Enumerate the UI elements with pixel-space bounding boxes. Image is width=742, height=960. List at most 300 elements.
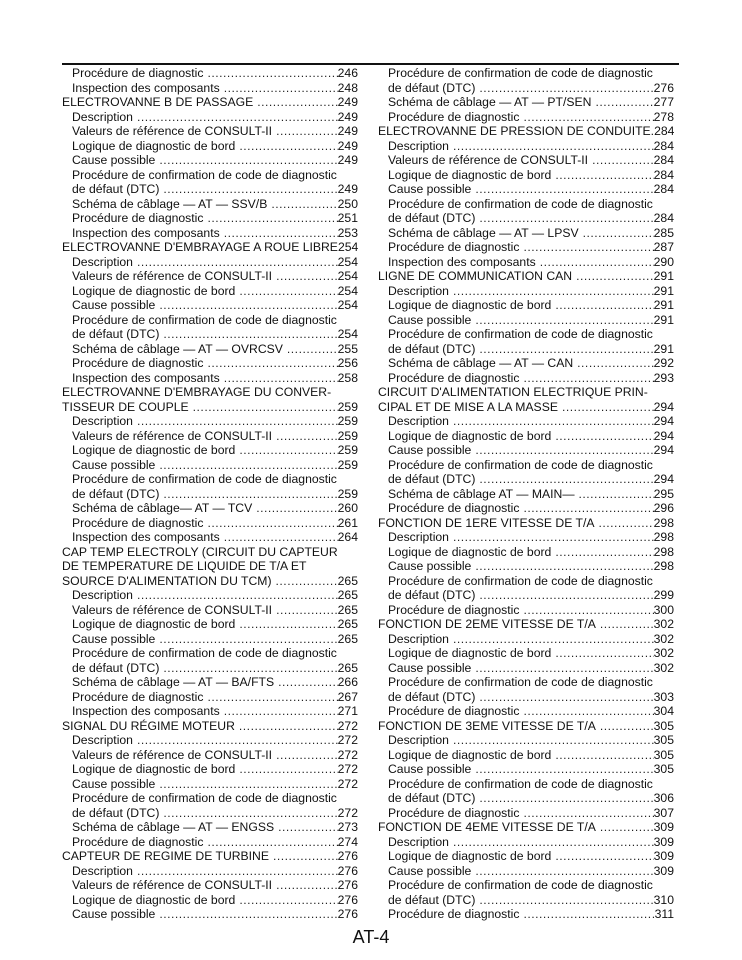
toc-column-left bbox=[62, 66, 358, 922]
toc-page-number: 254 bbox=[337, 240, 358, 254]
dot-leader bbox=[479, 81, 653, 96]
dot-leader bbox=[555, 298, 653, 313]
dot-leader bbox=[600, 820, 654, 835]
toc-subentry bbox=[62, 342, 358, 357]
toc-subentry bbox=[62, 632, 358, 647]
toc-subentry bbox=[378, 414, 674, 429]
toc-page-number: 305 bbox=[653, 762, 674, 776]
toc-subentry bbox=[62, 704, 358, 719]
toc-subentry bbox=[62, 472, 358, 487]
toc-entry-title: Valeurs de référence de CONSULT-II bbox=[72, 602, 273, 617]
toc-subentry bbox=[62, 501, 358, 516]
toc-entry-title: de défaut (DTC) bbox=[72, 182, 160, 196]
toc-subentry bbox=[62, 835, 358, 850]
toc-page-number: 305 bbox=[653, 733, 674, 747]
toc-page-number: 265 bbox=[337, 602, 358, 617]
toc-entry-title: Procédure de diagnostic bbox=[72, 834, 204, 849]
toc-page-number: 302 bbox=[653, 660, 674, 675]
dot-leader bbox=[207, 211, 337, 226]
dot-leader bbox=[579, 487, 654, 502]
dot-leader bbox=[453, 835, 654, 850]
toc-entry-title: Procédure de diagnostic bbox=[72, 211, 204, 225]
toc-subentry bbox=[62, 226, 358, 241]
toc-entry-title: Procédure de diagnostic bbox=[388, 907, 520, 921]
toc-subentry bbox=[378, 748, 674, 763]
toc-subentry bbox=[378, 646, 674, 661]
toc-entry-title: Inspection des composants bbox=[72, 530, 220, 544]
dot-leader bbox=[163, 661, 337, 676]
toc-entry-title: Procédure de diagnostic bbox=[388, 501, 520, 515]
dot-leader bbox=[523, 240, 653, 255]
toc-entry-title: Procédure de confirmation de code de diagnostic bbox=[388, 878, 653, 892]
toc-entry-title: FONCTION DE 4EME VITESSE DE T/A bbox=[378, 820, 596, 834]
dot-leader bbox=[207, 356, 337, 371]
dot-leader bbox=[163, 487, 337, 502]
toc-entry-title: ELECTROVANNE D'EMBRAYAGE DU CONVER- bbox=[62, 385, 332, 399]
toc-section-heading bbox=[62, 719, 358, 734]
toc-subentry bbox=[378, 690, 674, 705]
toc-subentry bbox=[62, 487, 358, 502]
toc-subentry bbox=[62, 211, 358, 226]
dot-leader bbox=[276, 269, 338, 284]
toc-entry-title: ELECTROVANNE DE PRESSION DE CONDUITE. bbox=[378, 124, 655, 138]
toc-page-number: 261 bbox=[337, 515, 358, 530]
toc-entry-title: Cause possible bbox=[388, 762, 472, 776]
dot-leader bbox=[239, 139, 337, 154]
toc-section-heading bbox=[378, 820, 674, 835]
toc-page-number: 249 bbox=[337, 95, 358, 109]
toc-page-number: 272 bbox=[337, 762, 358, 776]
toc-page-number: 259 bbox=[337, 486, 358, 501]
toc-section-heading bbox=[62, 849, 358, 864]
toc-subentry bbox=[62, 443, 358, 458]
toc-page-number: 294 bbox=[653, 472, 674, 486]
toc-entry-title: Description bbox=[388, 631, 449, 646]
toc-subentry bbox=[378, 443, 674, 458]
dot-leader bbox=[137, 864, 338, 879]
toc-page-number: 254 bbox=[337, 298, 358, 312]
toc-page-number: 302 bbox=[653, 646, 674, 660]
toc-page-number: 276 bbox=[337, 907, 358, 921]
toc-entry-title: Logique de diagnostic de bord bbox=[388, 747, 552, 762]
toc-page-number: 249 bbox=[337, 182, 358, 196]
toc-entry-title: SIGNAL DU RÉGIME MOTEUR bbox=[62, 718, 235, 733]
dot-leader bbox=[600, 719, 654, 734]
toc-page-number: 303 bbox=[653, 689, 674, 704]
dot-leader bbox=[278, 820, 338, 835]
toc-entry-title: Procédure de diagnostic bbox=[72, 356, 204, 370]
toc-page-number: 299 bbox=[653, 588, 674, 602]
dot-leader bbox=[583, 226, 654, 241]
toc-entry-title: Procédure de diagnostic bbox=[72, 689, 204, 704]
toc-entry-title: Cause possible bbox=[72, 298, 156, 312]
dot-leader bbox=[475, 313, 653, 328]
dot-leader bbox=[137, 733, 338, 748]
dot-leader bbox=[453, 139, 654, 154]
dot-leader bbox=[276, 124, 338, 139]
toc-subentry bbox=[378, 835, 674, 850]
toc-subentry bbox=[378, 603, 674, 618]
toc-subentry bbox=[378, 704, 674, 719]
dot-leader bbox=[475, 182, 653, 197]
toc-page-number: 311 bbox=[654, 907, 674, 921]
toc-subentry bbox=[378, 371, 674, 386]
toc-subentry bbox=[62, 168, 358, 183]
toc-entry-title: Schéma de câblage — AT — ENGSS bbox=[72, 820, 275, 834]
toc-entry-title: Procédure de confirmation de code de diagnostic bbox=[388, 573, 653, 588]
toc-entry-title: de défaut (DTC) bbox=[388, 892, 476, 907]
toc-page-number: 302 bbox=[653, 617, 674, 631]
toc-page-number: 273 bbox=[337, 820, 358, 834]
toc-subentry bbox=[62, 429, 358, 444]
dot-leader bbox=[600, 617, 654, 632]
toc-page-number: 284 bbox=[653, 153, 674, 167]
toc-entry-title: DE TEMPERATURE DE LIQUIDE DE T/A ET bbox=[62, 559, 307, 573]
toc-entry-title: Schéma de câblage — AT — SSV/B bbox=[72, 196, 268, 211]
toc-subentry bbox=[378, 95, 674, 110]
toc-entry-title: Procédure de diagnostic bbox=[72, 515, 204, 530]
toc-page-number: 276 bbox=[653, 80, 674, 95]
toc-page-number: 265 bbox=[337, 588, 358, 602]
toc-entry-title: de défaut (DTC) bbox=[72, 486, 160, 501]
toc-entry-title: de défaut (DTC) bbox=[72, 660, 160, 675]
toc-subentry bbox=[378, 588, 674, 603]
toc-subentry bbox=[378, 762, 674, 777]
dot-leader bbox=[453, 632, 654, 647]
dot-leader bbox=[453, 733, 654, 748]
dot-leader bbox=[163, 327, 337, 342]
toc-entry-title: Logique de diagnostic de bord bbox=[72, 283, 236, 298]
toc-subentry bbox=[378, 559, 674, 574]
toc-entry-title: Procédure de diagnostic bbox=[388, 805, 520, 820]
toc-entry-title: Procédure de confirmation de code de diagnostic bbox=[388, 776, 653, 791]
dot-leader bbox=[555, 646, 653, 661]
toc-entry-title: Description bbox=[72, 414, 133, 428]
toc-subentry bbox=[378, 791, 674, 806]
toc-subentry bbox=[62, 458, 358, 473]
toc-entry-title: Schéma de câblage — AT — OVRCSV bbox=[72, 341, 283, 356]
toc-subentry bbox=[378, 313, 674, 328]
dot-leader bbox=[523, 603, 653, 618]
toc-entry-title: Logique de diagnostic de bord bbox=[388, 167, 552, 182]
toc-page-number: 265 bbox=[337, 631, 358, 646]
dot-leader bbox=[479, 690, 653, 705]
toc-page-number: 272 bbox=[337, 747, 358, 762]
toc-entry-title: Procédure de confirmation de code de diagnostic bbox=[72, 791, 337, 805]
toc-section-heading bbox=[378, 719, 674, 734]
toc-page-number: 276 bbox=[337, 849, 358, 863]
toc-section-heading bbox=[62, 545, 358, 560]
dot-leader bbox=[239, 893, 337, 908]
toc-entry-title: de défaut (DTC) bbox=[388, 472, 476, 486]
toc-entry-title: Cause possible bbox=[388, 312, 472, 327]
toc-subentry bbox=[378, 574, 674, 589]
toc-subentry bbox=[62, 110, 358, 125]
dot-leader bbox=[595, 95, 653, 110]
toc-subentry bbox=[62, 153, 358, 168]
toc-page-number: 291 bbox=[653, 312, 674, 327]
toc-entry-title: Description bbox=[72, 109, 133, 124]
dot-leader bbox=[207, 835, 337, 850]
dot-leader bbox=[224, 530, 338, 545]
toc-entry-title: Description bbox=[72, 254, 133, 269]
toc-page-number: 248 bbox=[337, 80, 358, 95]
toc-page-number: 291 bbox=[653, 341, 674, 356]
dot-leader bbox=[276, 878, 338, 893]
toc-subentry bbox=[378, 197, 674, 212]
toc-entry-title: de défaut (DTC) bbox=[72, 327, 160, 341]
dot-leader bbox=[239, 762, 337, 777]
dot-leader bbox=[287, 342, 338, 357]
dot-leader bbox=[163, 182, 337, 197]
toc-entry-title: Valeurs de référence de CONSULT-II bbox=[72, 878, 273, 892]
toc-entry-title: Schéma de câblage — AT — BA/FTS bbox=[72, 675, 275, 689]
toc-entry-title: Cause possible bbox=[388, 182, 472, 196]
toc-subentry bbox=[62, 864, 358, 879]
dot-leader bbox=[555, 168, 653, 183]
toc-page-number: 309 bbox=[653, 863, 674, 878]
toc-entry-title: de défaut (DTC) bbox=[388, 791, 476, 805]
toc-page-number: 265 bbox=[337, 617, 358, 631]
toc-page-number: 272 bbox=[337, 776, 358, 791]
toc-subentry bbox=[378, 81, 674, 96]
toc-page-number: 285 bbox=[653, 225, 674, 240]
toc-entry-title: Procédure de diagnostic bbox=[388, 109, 520, 124]
toc-entry-title: de défaut (DTC) bbox=[388, 211, 476, 225]
toc-entry-title: Valeurs de référence de CONSULT-II bbox=[388, 153, 589, 167]
toc-subentry bbox=[62, 81, 358, 96]
toc-subentry bbox=[378, 298, 674, 313]
toc-subentry bbox=[378, 327, 674, 342]
dot-leader bbox=[555, 545, 653, 560]
toc-page-number: 294 bbox=[653, 443, 674, 457]
toc-entry-title: de défaut (DTC) bbox=[388, 689, 476, 704]
toc-entry-title: Logique de diagnostic de bord bbox=[388, 849, 552, 863]
toc-entry-title: Description bbox=[388, 530, 449, 544]
dot-leader bbox=[159, 907, 337, 922]
toc-entry-title: Description bbox=[72, 588, 133, 602]
toc-subentry bbox=[62, 516, 358, 531]
dot-leader bbox=[475, 559, 653, 574]
toc-subentry bbox=[378, 472, 674, 487]
toc-page-number: 277 bbox=[653, 95, 674, 109]
toc-page-number: 284 bbox=[653, 138, 674, 153]
toc-entry-title: CAPTEUR DE REGIME DE TURBINE bbox=[62, 849, 269, 863]
toc-page-number: 272 bbox=[337, 805, 358, 820]
dot-leader bbox=[159, 632, 337, 647]
toc-subentry bbox=[378, 545, 674, 560]
toc-subentry bbox=[378, 182, 674, 197]
toc-entry-title: ELECTROVANNE D'EMBRAYAGE A ROUE LIBRE bbox=[62, 240, 338, 254]
toc-subentry bbox=[62, 603, 358, 618]
toc-subentry bbox=[378, 139, 674, 154]
toc-entry-title: FONCTION DE 1ERE VITESSE DE T/A bbox=[378, 515, 595, 530]
toc-subentry bbox=[62, 646, 358, 661]
toc-subentry bbox=[378, 342, 674, 357]
toc-entry-title: LIGNE DE COMMUNICATION CAN bbox=[378, 269, 573, 283]
toc-entry-title: Schéma de câblage — AT — PT/SEN bbox=[388, 95, 592, 109]
dot-leader bbox=[239, 719, 338, 734]
toc-entry-title: Cause possible bbox=[388, 660, 472, 675]
dot-leader bbox=[159, 298, 337, 313]
toc-entry-title: de défaut (DTC) bbox=[388, 341, 476, 356]
toc-subentry bbox=[62, 255, 358, 270]
toc-page-number: 253 bbox=[337, 225, 358, 240]
toc-subentry bbox=[378, 487, 674, 502]
toc-page-number: 259 bbox=[337, 428, 358, 443]
toc-subentry bbox=[62, 806, 358, 821]
toc-page-number: 259 bbox=[337, 399, 358, 414]
dot-leader bbox=[592, 153, 654, 168]
toc-page-number: 294 bbox=[653, 428, 674, 443]
dot-leader bbox=[224, 226, 338, 241]
dot-leader bbox=[224, 371, 338, 386]
toc-entry-title: FONCTION DE 2EME VITESSE DE T/A bbox=[378, 617, 596, 631]
dot-leader bbox=[256, 501, 337, 516]
toc-subentry bbox=[62, 893, 358, 908]
toc-entry-title: CIRCUIT D'ALIMENTATION ELECTRIQUE PRIN- bbox=[378, 385, 648, 399]
dot-leader bbox=[523, 907, 654, 922]
dot-leader bbox=[577, 356, 654, 371]
dot-leader bbox=[137, 110, 338, 125]
dot-leader bbox=[193, 400, 338, 415]
toc-entry-title: Procédure de confirmation de code de diagnostic bbox=[388, 457, 653, 472]
toc-page-number: 255 bbox=[337, 341, 358, 356]
toc-page-number: 251 bbox=[337, 211, 358, 225]
toc-entry-title: Logique de diagnostic de bord bbox=[72, 892, 236, 907]
toc-page-number: 259 bbox=[337, 457, 358, 472]
toc-entry-title: Inspection des composants bbox=[72, 80, 220, 95]
toc-entry-title: Description bbox=[388, 138, 449, 153]
dot-leader bbox=[523, 371, 653, 386]
toc-subentry bbox=[62, 269, 358, 284]
toc-subentry bbox=[378, 501, 674, 516]
dot-leader bbox=[276, 574, 338, 589]
toc-section-heading bbox=[378, 617, 674, 632]
toc-entry-title: Description bbox=[388, 414, 449, 428]
dot-leader bbox=[278, 675, 338, 690]
toc-entry-title: Cause possible bbox=[72, 153, 156, 167]
toc-page-number: 291 bbox=[653, 269, 674, 283]
dot-leader bbox=[207, 690, 337, 705]
toc-page-number: 274 bbox=[337, 834, 358, 849]
toc-page-number: 264 bbox=[337, 530, 358, 544]
toc-subentry bbox=[378, 226, 674, 241]
dot-leader bbox=[453, 530, 654, 545]
toc-section-heading bbox=[62, 559, 358, 574]
toc-entry-title: Cause possible bbox=[72, 457, 156, 472]
dot-leader bbox=[276, 603, 338, 618]
toc-page-number: 276 bbox=[337, 878, 358, 892]
toc-entry-title: Procédure de diagnostic bbox=[388, 240, 520, 254]
toc-subentry bbox=[378, 632, 674, 647]
dot-leader bbox=[555, 849, 653, 864]
toc-subentry bbox=[62, 124, 358, 139]
toc-entry-title: Procédure de confirmation de code de diagnostic bbox=[388, 327, 653, 341]
toc-page-number: 250 bbox=[337, 196, 358, 211]
toc-entry-title: FONCTION DE 3EME VITESSE DE T/A bbox=[378, 718, 596, 733]
toc-entry-title: Valeurs de référence de CONSULT-II bbox=[72, 124, 273, 138]
toc-page-number: 309 bbox=[653, 834, 674, 849]
toc-section-heading bbox=[378, 124, 674, 139]
toc-page-number: 258 bbox=[337, 370, 358, 385]
toc-entry-title: Logique de diagnostic de bord bbox=[388, 544, 552, 559]
toc-page-number: 294 bbox=[653, 414, 674, 428]
toc-page-number: 276 bbox=[337, 863, 358, 878]
toc-subentry bbox=[62, 907, 358, 922]
toc-page-number: 249 bbox=[337, 153, 358, 167]
toc-page-number: 296 bbox=[653, 501, 674, 515]
toc-entry-title: Procédure de diagnostic bbox=[388, 370, 520, 385]
toc-page-number: 259 bbox=[337, 443, 358, 457]
toc-entry-title: ELECTROVANNE B DE PASSAGE bbox=[62, 95, 254, 109]
toc-entry-title: Description bbox=[72, 733, 133, 747]
toc-entry-title: Procédure de confirmation de code de diagnostic bbox=[388, 675, 653, 689]
toc-entry-title: Description bbox=[388, 834, 449, 849]
toc-entry-title: Procédure de confirmation de code de diagnostic bbox=[388, 66, 653, 80]
toc-entry-title: Logique de diagnostic de bord bbox=[72, 443, 236, 457]
dot-leader bbox=[159, 777, 337, 792]
toc-subentry bbox=[378, 530, 674, 545]
dot-leader bbox=[540, 255, 654, 270]
toc-section-heading bbox=[62, 385, 358, 400]
dot-leader bbox=[555, 748, 653, 763]
toc-page-number: 267 bbox=[337, 689, 358, 704]
toc-section-heading bbox=[62, 95, 358, 110]
toc-entry-title: Logique de diagnostic de bord bbox=[72, 138, 236, 153]
toc-entry-title: SOURCE D'ALIMENTATION DU TCM) bbox=[62, 573, 272, 588]
dot-leader bbox=[276, 748, 338, 763]
toc-entry-title: Valeurs de référence de CONSULT-II bbox=[72, 747, 273, 762]
toc-column-right bbox=[378, 66, 674, 922]
toc-subentry bbox=[62, 66, 358, 81]
dot-leader bbox=[137, 255, 338, 270]
toc-section-heading bbox=[62, 400, 358, 415]
toc-entry-title: Cause possible bbox=[72, 907, 156, 921]
toc-subentry bbox=[378, 893, 674, 908]
toc-subentry bbox=[378, 255, 674, 270]
toc-entry-title: Procédure de diagnostic bbox=[388, 704, 520, 718]
toc-subentry bbox=[378, 849, 674, 864]
dot-leader bbox=[224, 704, 338, 719]
toc-page-number: 300 bbox=[653, 602, 674, 617]
toc-page-number: 254 bbox=[337, 269, 358, 283]
toc-entry-title: CIPAL ET DE MISE A LA MASSE bbox=[378, 399, 558, 414]
toc-entry-title: Procédure de confirmation de code de diagnostic bbox=[72, 312, 337, 327]
toc-entry-title: de défaut (DTC) bbox=[388, 588, 476, 602]
toc-entry-title: CAP TEMP ELECTROLY (CIRCUIT DU CAPTEUR bbox=[62, 544, 338, 559]
dot-leader bbox=[475, 762, 653, 777]
toc-entry-title: Logique de diagnostic de bord bbox=[388, 298, 552, 312]
toc-page-number: 305 bbox=[653, 718, 674, 733]
toc-section-heading bbox=[62, 574, 358, 589]
toc-subentry bbox=[378, 806, 674, 821]
dot-leader bbox=[523, 110, 653, 125]
toc-entry-title: de défaut (DTC) bbox=[388, 80, 476, 95]
toc-entry-title: Description bbox=[388, 283, 449, 298]
dot-leader bbox=[523, 806, 653, 821]
toc-page-number: 302 bbox=[653, 631, 674, 646]
toc-subentry bbox=[62, 748, 358, 763]
toc-subentry bbox=[378, 878, 674, 893]
dot-leader bbox=[163, 806, 337, 821]
toc-page-number: 284 bbox=[653, 182, 674, 196]
toc-subentry bbox=[62, 284, 358, 299]
toc-entry-title: Description bbox=[388, 733, 449, 747]
dot-leader bbox=[239, 284, 337, 299]
toc-page-number: 265 bbox=[337, 660, 358, 675]
toc-entry-title: Procédure de confirmation de code de diagnostic bbox=[72, 646, 337, 660]
